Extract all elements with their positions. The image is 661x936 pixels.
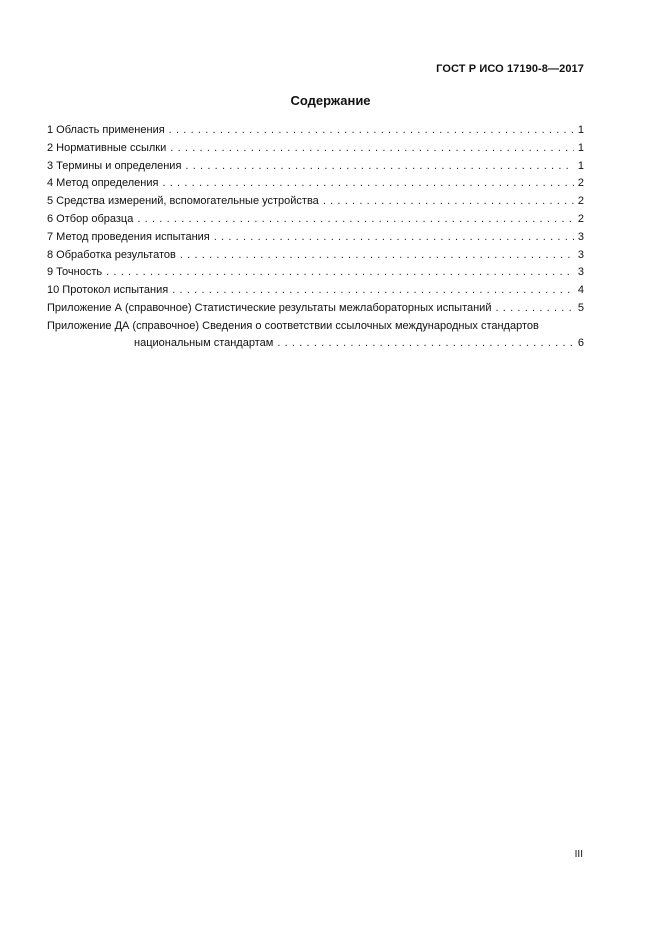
toc-entry-page: 1 [577,124,584,136]
toc-leader-dots [495,300,573,318]
toc-entry-label: 4 Метод определения [47,177,159,190]
toc-entry-label: Приложение ДА (справочное) Сведения о соответствии ссылочных международных стандартов [47,319,539,332]
page-number: III [574,849,583,860]
toc-entry-appendix-da[interactable] [47,318,584,353]
toc-entry-appendix-da-line1 [47,318,584,335]
toc-entry-scope[interactable] [47,122,584,140]
toc-entry-label: 10 Протокол испытания [47,284,169,297]
toc-entry-page: 2 [577,177,584,190]
toc-leader-dots [214,229,574,247]
toc-entry-label: 3 Термины и определения [47,159,182,172]
toc-entry-page: 3 [577,230,584,243]
toc-entry-instruments[interactable] [47,193,584,211]
toc-leader-dots [137,211,574,229]
toc-entry-label: 2 Нормативные ссылки [47,141,167,154]
toc-entry-method[interactable] [47,175,584,193]
toc-entry-label: национальным стандартам [134,336,274,349]
toc-entry-label: 8 Обработка результатов [47,248,176,261]
toc-entry-page: 2 [577,212,584,225]
table-of-contents [47,122,584,353]
toc-entry-appendix-da-line2 [47,335,584,353]
toc-leader-dots [277,335,574,353]
toc-entry-label: 9 Точность [47,266,103,279]
toc-title: Содержание [290,93,371,108]
toc-entry-terms[interactable] [47,158,584,176]
toc-leader-dots [106,264,574,282]
toc-entry-label: 7 Метод проведения испытания [47,230,210,243]
toc-entry-appendix-a[interactable] [47,300,584,318]
toc-leader-dots [180,247,574,265]
toc-entry-label: 1 Область применения [47,124,165,136]
toc-entry-results-processing[interactable] [47,247,584,265]
toc-entry-label: 6 Отбор образца [47,212,134,225]
toc-entry-page: 1 [577,141,584,154]
toc-leader-dots [170,140,574,158]
toc-entry-test-procedure[interactable] [47,229,584,247]
toc-entry-page: 1 [577,159,584,172]
toc-leader-dots [162,175,573,193]
document-code: ГОСТ Р ИСО 17190-8—2017 [436,63,584,75]
toc-leader-dots [185,158,573,176]
toc-leader-dots [172,282,574,300]
toc-entry-precision[interactable] [47,264,584,282]
toc-entry-page: 3 [577,266,584,279]
toc-entry-label: Приложение А (справочное) Статистические результаты межлабораторных испытаний [47,301,492,314]
toc-entry-label: 5 Средства измерений, вспомогательные устройства [47,195,319,208]
toc-leader-dots [169,122,574,140]
toc-entry-page: 2 [577,195,584,208]
toc-entry-page: 5 [577,301,584,314]
toc-entry-page: 6 [577,336,584,349]
toc-entry-normative-references[interactable] [47,140,584,158]
toc-entry-sampling[interactable] [47,211,584,229]
toc-leader-dots [323,193,574,211]
toc-entry-page: 3 [577,248,584,261]
toc-entry-page: 4 [577,284,584,297]
toc-entry-test-report[interactable] [47,282,584,300]
